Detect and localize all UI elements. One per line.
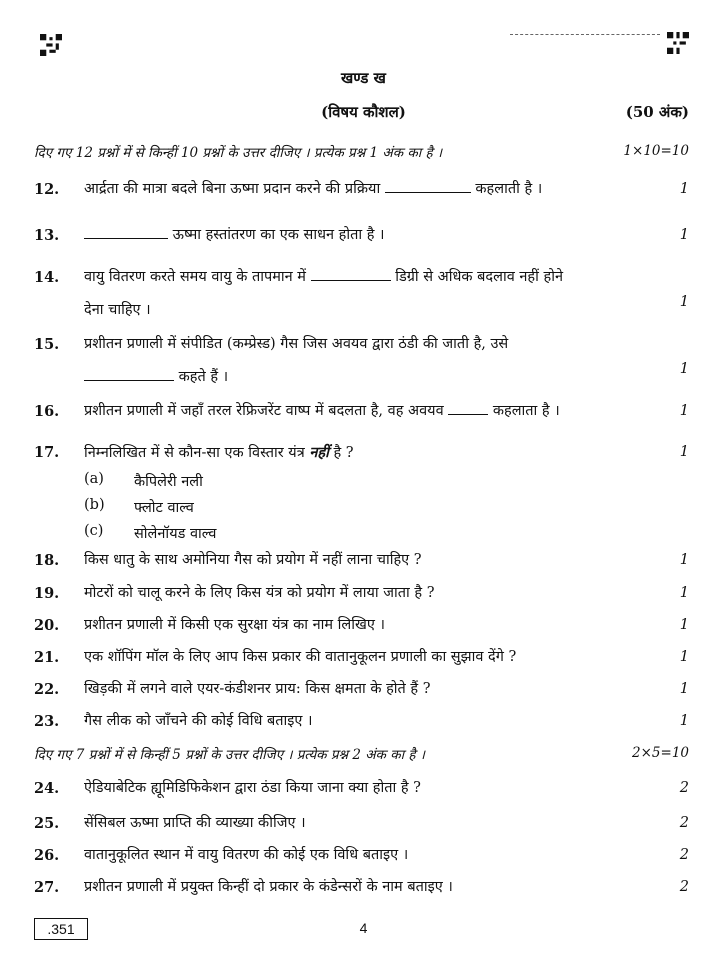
question-number: 14. <box>34 269 60 286</box>
question-number: 24. <box>34 780 60 797</box>
instruction-2: दिए गए 7 प्रश्नों में से किन्हीं 5 प्रश्नों के उत्तर दीजिए । प्रत्येक प्रश्न 2 अंक का है । <box>34 747 425 763</box>
emphasis-text: नहीं <box>309 444 329 461</box>
question-text: सेंसिबल ऊष्मा प्राप्ति की व्याख्या कीजिए । <box>84 815 306 831</box>
question-text: ऐडियाबेटिक ह्यूमिडिफिकेशन द्वारा ठंडा किया जाना क्या होता है ? <box>84 780 421 796</box>
question-mark: 1 <box>679 227 689 243</box>
question-mark: 1 <box>679 361 689 377</box>
instruction-2-marks: 2×5=10 <box>632 745 689 761</box>
question-mark: 1 <box>679 403 689 419</box>
answer-blank <box>448 400 488 415</box>
question-number: 23. <box>34 713 60 730</box>
question-number: 22. <box>34 681 60 698</box>
question-number: 20. <box>34 617 60 634</box>
question-number: 25. <box>34 815 60 832</box>
page-number: 4 <box>359 920 368 936</box>
question-number: 17. <box>34 444 60 461</box>
question-mark: 1 <box>679 585 689 601</box>
question-mark: 1 <box>679 444 689 460</box>
question-mark: 1 <box>679 681 689 697</box>
instruction-1-marks: 1×10=10 <box>623 143 689 159</box>
question-text: एक शॉपिंग मॉल के लिए आप किस प्रकार की वातानुकूलन प्रणाली का सुझाव देंगे ? <box>84 649 517 665</box>
question-text: प्रशीतन प्रणाली में प्रयुक्त किन्हीं दो प्रकार के कंडेन्सरों के नाम बताइए । <box>84 879 453 895</box>
question-mark: 2 <box>679 815 689 831</box>
question-number: 26. <box>34 847 60 864</box>
header-dashed-line <box>510 34 660 35</box>
question-text: खिड़की में लगने वाले एयर-कंडीशनर प्राय: किस क्षमता के होते हैं ? <box>84 681 431 697</box>
total-marks: (50 अंक) <box>625 103 689 121</box>
question-number: 12. <box>34 181 60 198</box>
question-text: वातानुकूलित स्थान में वायु वितरण की कोई एक विधि बताइए । <box>84 847 409 863</box>
question-mark: 2 <box>679 780 689 796</box>
option-text: कैपिलेरी नली <box>134 474 203 490</box>
question-text: प्रशीतन प्रणाली में किसी एक सुरक्षा यंत्र का नाम लिखिए । <box>84 617 385 633</box>
question-mark: 1 <box>679 181 689 197</box>
question-mark: 2 <box>679 847 689 863</box>
instruction-1: दिए गए 12 प्रश्नों में से किन्हीं 10 प्रश्नों के उत्तर दीजिए । प्रत्येक प्रश्न 1 अंक का है । <box>34 145 443 161</box>
question-mark: 1 <box>679 552 689 568</box>
answer-blank <box>84 366 174 381</box>
question-mark: 1 <box>679 713 689 729</box>
option-label: (b) <box>84 497 105 513</box>
question-number: 21. <box>34 649 60 666</box>
option-label: (c) <box>84 523 104 539</box>
question-text: गैस लीक को जाँचने की कोई विधि बताइए । <box>84 713 313 729</box>
subject-title: (विषय कौशल) <box>321 103 406 121</box>
question-number: 27. <box>34 879 60 896</box>
question-text: वायु वितरण करते समय वायु के तापमान में डिग्री से अधिक बदलाव नहीं होने देना चाहिए । <box>84 261 656 327</box>
question-text: किस धातु के साथ अमोनिया गैस को प्रयोग में नहीं लाना चाहिए ? <box>84 552 422 568</box>
question-mark: 1 <box>679 649 689 665</box>
question-number: 15. <box>34 336 60 353</box>
question-text: निम्नलिखित में से कौन-सा एक विस्तार यंत्र नहीं है ? <box>84 444 354 461</box>
answer-blank <box>84 224 168 239</box>
question-text: प्रशीतन प्रणाली में जहाँ तरल रेफ्रिजरेंट वाष्प में बदलता है, वह अवयव कहलाता है । <box>84 395 656 428</box>
question-number: 18. <box>34 552 60 569</box>
paper-code: .351 <box>34 918 88 940</box>
option-text: सोलेनॉयड वाल्व <box>134 526 217 542</box>
question-mark: 2 <box>679 879 689 895</box>
question-text: प्रशीतन प्रणाली में संपीडित (कम्प्रेस्ड) गैस जिस अवयव द्वारा ठंडी की जाती है, उसे कहते हैं । <box>84 336 509 385</box>
answer-blank <box>311 266 391 281</box>
question-number: 19. <box>34 585 60 602</box>
option-text: फ्लोट वाल्व <box>134 500 194 516</box>
question-mark: 1 <box>679 294 689 310</box>
question-text: मोटरों को चालू करने के लिए किस यंत्र को प्रयोग में लाया जाता है ? <box>84 585 435 601</box>
section-title: खण्ड ख <box>341 69 386 87</box>
answer-blank <box>385 178 471 193</box>
question-number: 16. <box>34 403 60 420</box>
qr-code-icon-left <box>40 34 62 56</box>
question-text: ऊष्मा हस्तांतरण का एक साधन होता है । <box>84 219 656 252</box>
question-mark: 1 <box>679 617 689 633</box>
question-number: 13. <box>34 227 60 244</box>
qr-code-icon-right <box>667 32 689 54</box>
option-label: (a) <box>84 471 104 487</box>
question-text: आर्द्रता की मात्रा बदले बिना ऊष्मा प्रदान करने की प्रक्रिया कहलाती है । <box>84 173 656 206</box>
